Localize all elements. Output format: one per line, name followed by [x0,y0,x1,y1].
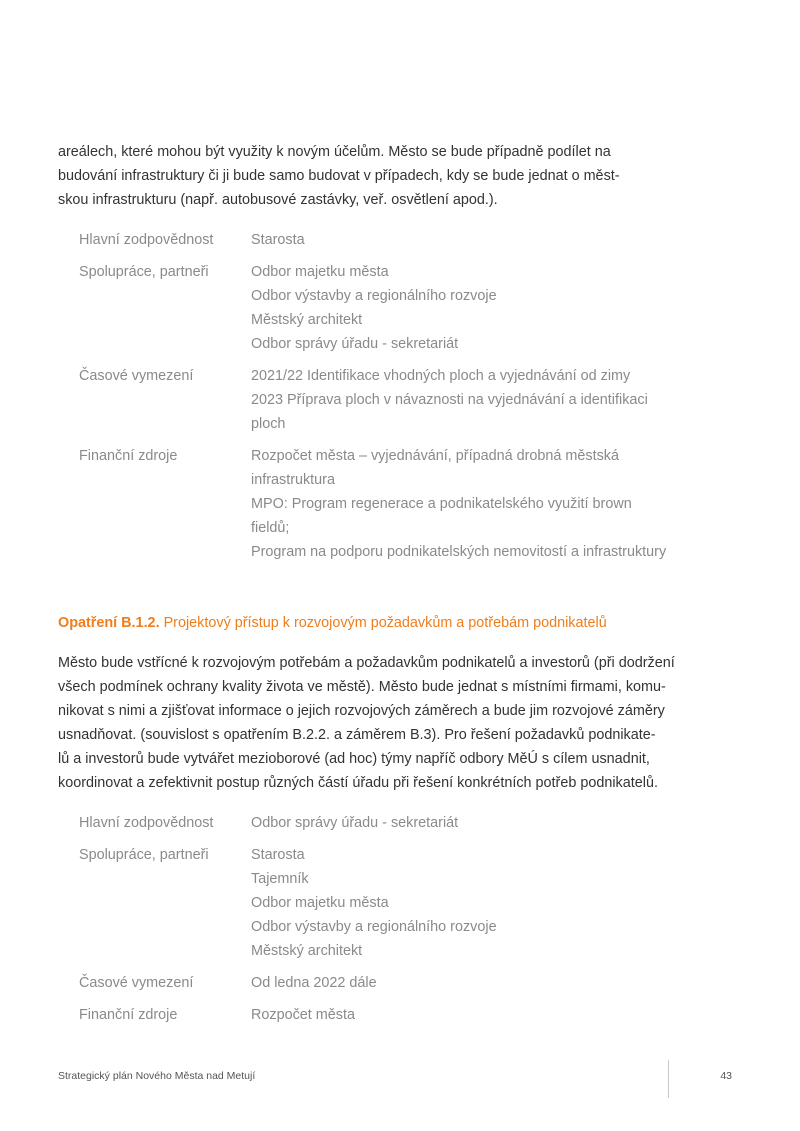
row-value: 2021/22 Identifikace vhodných ploch a vyjednávání od zimy [251,368,631,384]
table-row [79,971,497,995]
row-value: Odbor majetku města [251,895,389,911]
row-value: 2023 Příprava ploch v návaznosti na vyjednávání a identifikaci [251,392,648,408]
row-label: Hlavní zodpovědnost [79,815,214,831]
row-value: Tajemník [251,871,309,887]
row-label: Spolupráce, partneři [79,264,209,280]
paragraph-line: budování infrastruktury či ji bude samo budovat v případech, kdy se bude jednat o měst- [58,168,620,184]
table-row [79,260,666,356]
row-value: Program na podporu podnikatelských nemovitostí a infrastruktury [251,544,667,560]
paragraph-line: Město bude vstřícné k rozvojovým potřebám a požadavkům podnikatelů a investorů (při dodržení [58,655,675,671]
row-value: Odbor správy úřadu - sekretariát [251,815,459,831]
row-value: fieldů; [251,520,290,536]
footer-divider [668,1060,669,1098]
responsibility-table-1 [79,228,666,564]
page-number: 43 [720,1070,732,1082]
paragraph-line: usnadňovat. (souvislost s opatřením B.2.2. a záměrem B.3). Pro řešení požadavků podnikate- [58,727,656,743]
row-value: infrastruktura [251,472,335,488]
paragraph-line: koordinovat a zefektivnit postup různých částí úřadu při řešení konkrétních potřeb podnikatelů. [58,775,658,791]
measure-heading [58,611,607,635]
paragraph-line: skou infrastrukturu (např. autobusové zastávky, veř. osvětlení apod.). [58,192,498,208]
table-row [79,811,497,835]
measure-title: Projektový přístup k rozvojovým požadavkům a potřebám podnikatelů [163,615,607,631]
row-value: Od ledna 2022 dále [251,975,377,991]
row-label: Časové vymezení [79,368,194,384]
row-value: Odbor výstavby a regionálního rozvoje [251,288,497,304]
row-value: Odbor majetku města [251,264,389,280]
paragraph-line: nikovat s nimi a zjišťovat informace o jejich rozvojových záměrech a bude jim rozvojové záměry [58,703,665,719]
table-row [79,228,666,252]
row-label: Hlavní zodpovědnost [79,232,214,248]
row-value: Starosta [251,232,305,248]
table-row [79,1003,497,1027]
paragraph-line: lů a investorů bude vytvářet mezioborové (ad hoc) týmy napříč odbory MěÚ s cílem usnadnit, [58,751,650,767]
table-row [79,364,666,436]
row-value: Odbor výstavby a regionálního rozvoje [251,919,497,935]
row-value: ploch [251,416,286,432]
measure-paragraph [58,651,698,795]
table-row [79,444,666,564]
measure-label: Opatření B.1.2. [58,615,160,631]
paragraph-line: areálech, které mohou být využity k novým účelům. Město se bude případně podílet na [58,144,611,160]
row-value: Odbor správy úřadu - sekretariát [251,336,459,352]
row-value: Městský architekt [251,312,363,328]
table-row [79,843,497,963]
row-label: Časové vymezení [79,975,194,991]
row-value: Rozpočet města [251,1007,355,1023]
footer-document-title: Strategický plán Nového Města nad Metují [58,1070,256,1082]
row-label: Finanční zdroje [79,448,178,464]
row-value: MPO: Program regenerace a podnikatelského využití brown [251,496,632,512]
row-value: Rozpočet města – vyjednávání, případná drobná městská [251,448,619,464]
row-value: Městský architekt [251,943,363,959]
intro-paragraph [58,140,698,212]
responsibility-table-2 [79,811,497,1027]
row-label: Spolupráce, partneři [79,847,209,863]
row-value: Starosta [251,847,305,863]
row-label: Finanční zdroje [79,1007,178,1023]
paragraph-line: všech podmínek ochrany kvality života ve městě). Město bude jednat s místními firmami, komu- [58,679,666,695]
